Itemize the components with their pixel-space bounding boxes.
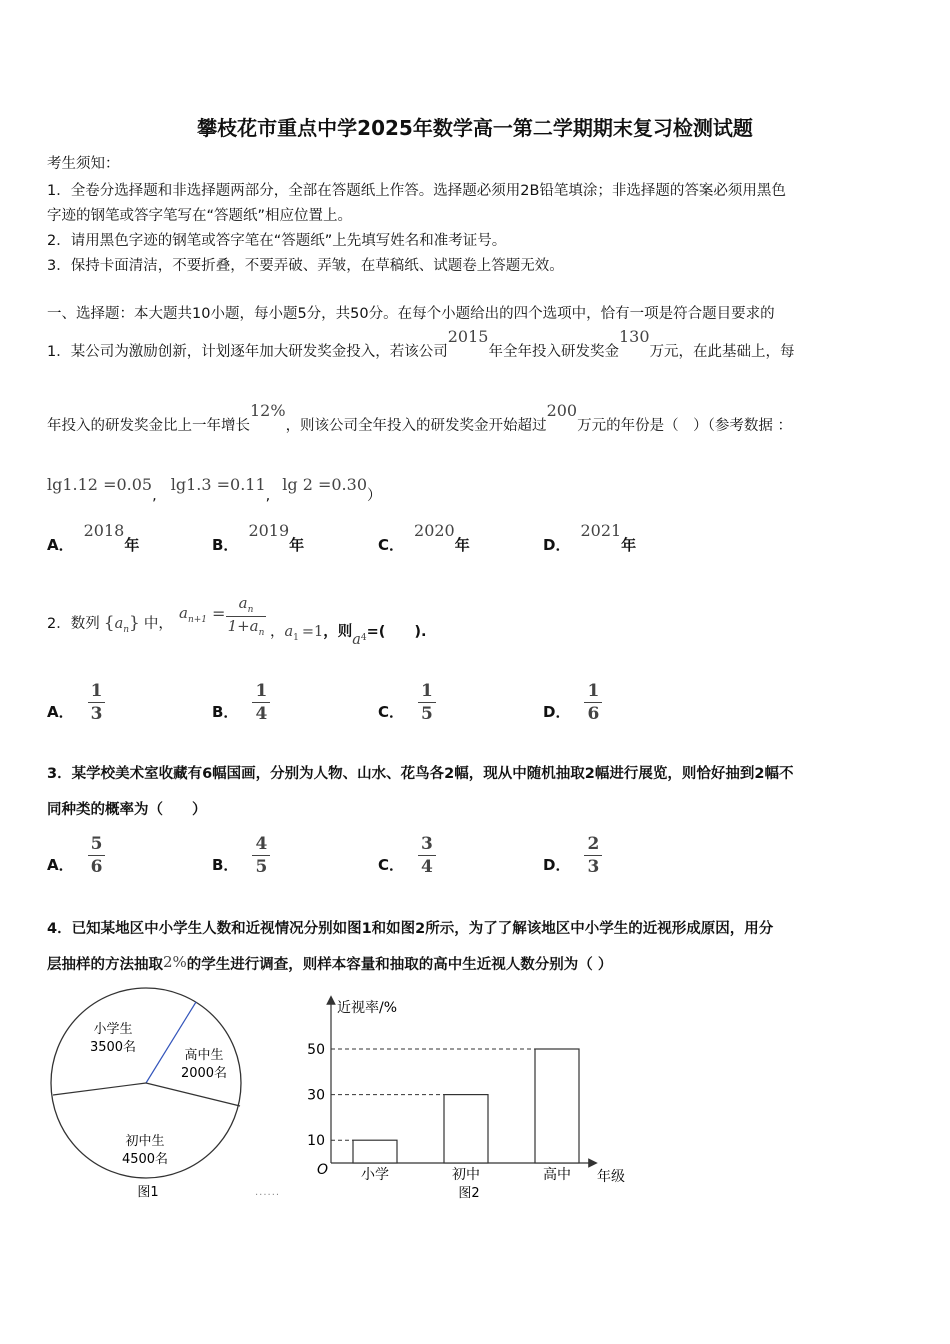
pie-divider xyxy=(53,1083,146,1095)
bar-chart-figure xyxy=(305,990,640,1205)
q1-text: 万元，在此基础上，每 xyxy=(649,344,795,360)
figure-caption: 图1 xyxy=(137,1185,159,1200)
q1-text: 万元的年份是（ ）（参考数据 ： xyxy=(577,418,792,434)
q2-line: 2．数列 $\{a_n\}$ 中， xyxy=(47,613,173,635)
q3-option-d[interactable]: D． $\frac{2}{3}$ xyxy=(543,833,602,878)
pie-count: 2000名 xyxy=(180,1066,228,1081)
notice-item: 2．请用黑色字迹的钢笔或答字笔在“答题纸”上先填写姓名和准考证号。 xyxy=(47,233,507,249)
pie-divider xyxy=(146,1083,240,1106)
subscript: n xyxy=(123,624,130,635)
y-axis-label: 近视率/% xyxy=(337,1000,398,1016)
q1-rate: 12% xyxy=(250,401,286,420)
q1-text: 年投入的研发奖金比上一年增长 xyxy=(47,418,250,434)
q3-option-c[interactable]: C． $\frac{3}{4}$ xyxy=(378,833,436,878)
q1-option-c[interactable]: C．2020年 xyxy=(378,521,470,554)
x-tick-label: 小学 xyxy=(361,1167,389,1183)
q3-option-b[interactable]: B． $\frac{4}{5}$ xyxy=(212,833,270,878)
q1-option-b[interactable]: B．2019年 xyxy=(212,521,305,554)
q4-line2: 层抽样的方法抽取2%的学生进行调查，则样本容量和抽取的高中生近视人数分别为（ ） xyxy=(47,953,613,973)
dots: ...... xyxy=(255,1187,281,1198)
q2-option-b[interactable]: B． $\frac{1}{4}$ xyxy=(212,680,270,725)
q3-option-a[interactable]: A． $\frac{5}{6}$ xyxy=(47,833,105,878)
pie-label: 高中生 xyxy=(184,1048,224,1063)
x-tick-label: 高中 xyxy=(543,1167,571,1183)
q3-line2: 同种类的概率为（ ） xyxy=(47,802,207,818)
q3-line1: 3．某学校美术室收藏有6幅国画，分别为人物、山水、花鸟各2幅，现从中随机抽取2幅进行展览，则恰好抽到2幅不 xyxy=(47,766,794,782)
q1-line2 xyxy=(47,401,792,435)
separator: , xyxy=(152,488,157,504)
pie-label: 初中生 xyxy=(125,1134,165,1149)
pie-label: 小学生 xyxy=(93,1022,133,1037)
q2-fraction: $a_n$ $1+a_n$ xyxy=(227,594,265,638)
pie-count: 3500名 xyxy=(89,1040,137,1055)
q1-ref-value: lg1.12 =0.05 xyxy=(47,475,153,494)
bar-初中 xyxy=(444,1095,488,1163)
q2-text: 中， xyxy=(143,616,173,632)
origin-label: O xyxy=(317,1162,329,1178)
q2-option-d[interactable]: D． $\frac{1}{6}$ xyxy=(543,680,602,725)
figure-caption: 图2 xyxy=(458,1186,480,1201)
q1-option-d[interactable]: D．2021年 xyxy=(543,521,637,554)
q1-ref-value: lg1.3 =0.11 xyxy=(170,475,266,494)
pie-chart-figure xyxy=(45,985,250,1205)
notice-item: 字迹的钢笔或答字笔写在“答题纸”相应位置上。 xyxy=(47,208,353,224)
notice-heading: 考生须知： xyxy=(47,156,120,172)
section-heading: 一、选择题：本大题共10小题，每小题5分，共50分。在每个小题给出的四个选项中，恰有一项是符合题目要求的 xyxy=(47,306,775,322)
q2-text: 2．数列 xyxy=(47,616,100,632)
notice-item: 1．全卷分选择题和非选择题两部分，全部在答题纸上作答。选择题必须用2B铅笔填涂；非选择题的答案必须用黑色 xyxy=(47,183,786,199)
q2-equals: = xyxy=(212,604,226,623)
notice-item: 3．保持卡面清洁，不要折叠，不要弄破、弄皱，在草稿纸、试题卷上答题无效。 xyxy=(47,258,564,274)
q2-option-a[interactable]: A． $\frac{1}{3}$ xyxy=(47,680,105,725)
bar-高中 xyxy=(535,1049,579,1163)
q1-text: ，则该公司全年投入的研发奖金开始超过 xyxy=(285,418,547,434)
q2-option-c[interactable]: C． $\frac{1}{5}$ xyxy=(378,680,436,725)
y-tick-label: 50 xyxy=(307,1042,325,1058)
q1-ref-value: lg 2 =0.30 xyxy=(282,475,367,494)
bar-小学 xyxy=(353,1140,397,1163)
q1-reference xyxy=(47,474,382,504)
q2-line-b: ，$a_1 =1$，则$a_4=$( ). xyxy=(270,624,427,648)
q2-seq: a xyxy=(114,616,124,632)
q1-amount: 130 xyxy=(618,327,650,346)
pie-count: 4500名 xyxy=(121,1152,169,1167)
q2-recurrence: $a_{n+1}$ xyxy=(179,604,208,625)
x-tick-label: 初中 xyxy=(452,1167,480,1183)
q1-year: 2015 xyxy=(447,327,489,346)
y-tick-label: 10 xyxy=(307,1133,325,1150)
q1-target: 200 xyxy=(546,401,578,420)
x-axis-label: 年级 xyxy=(597,1169,625,1185)
q1-line1 xyxy=(47,327,795,361)
q4-line1: 4．已知某地区中小学生人数和近视情况分别如图1和如图2所示，为了了解该地区中小学生的近视形成原因，用分 xyxy=(47,921,774,937)
q1-text: 1．某公司为激励创新，计划逐年加大研发奖金投入，若该公司 xyxy=(47,344,448,360)
y-tick-label: 30 xyxy=(307,1087,325,1104)
separator: , xyxy=(265,488,271,504)
q1-text: 年全年投入研发奖金 xyxy=(488,344,619,360)
page-title: 攀枝花市重点中学2025年数学高一第二学期期末复习检测试题 xyxy=(197,116,753,140)
q1-option-a[interactable]: A．2018年 xyxy=(47,521,140,554)
q1-close: ） xyxy=(367,488,382,504)
